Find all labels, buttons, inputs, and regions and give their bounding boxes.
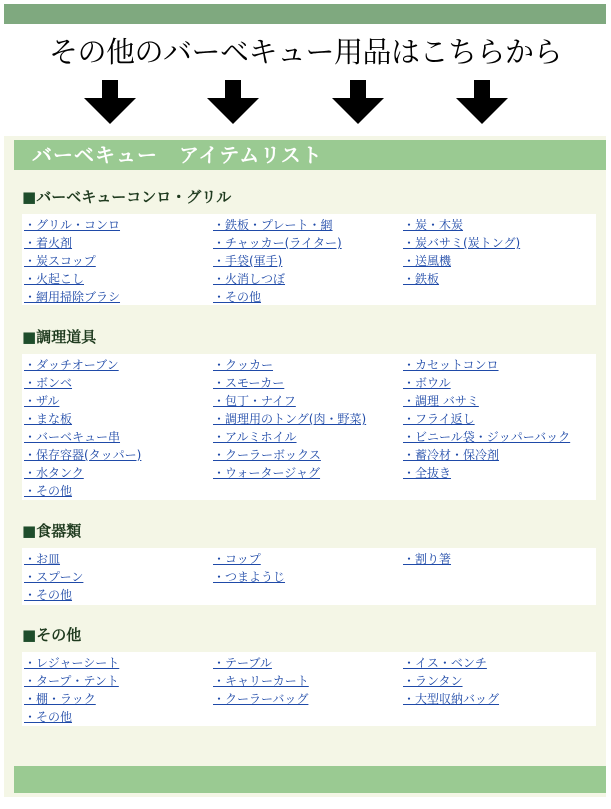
- section-title-text: バーベキューコンロ・グリル: [36, 188, 232, 206]
- item-link[interactable]: ・火起こし: [24, 272, 85, 286]
- item-link[interactable]: ・網用掃除ブラシ: [24, 290, 121, 304]
- item-link[interactable]: ・コップ: [213, 552, 261, 566]
- item-link[interactable]: ・つまようじ: [213, 570, 286, 584]
- section-title: ■その他: [22, 626, 82, 644]
- item-link[interactable]: ・その他: [24, 484, 73, 498]
- item-link[interactable]: ・大型収納バッグ: [403, 692, 500, 706]
- item-link[interactable]: ・レジャーシート: [24, 656, 120, 670]
- item-list-panel: [4, 136, 606, 797]
- item-link[interactable]: ・カセットコンロ: [403, 358, 499, 372]
- section-title-text: 食器類: [36, 522, 82, 540]
- item-link[interactable]: ・グリル・コンロ: [24, 218, 121, 232]
- item-link[interactable]: ・ボンベ: [24, 376, 73, 390]
- item-box: [22, 652, 596, 726]
- item-link[interactable]: ・タープ・テント: [24, 674, 119, 688]
- item-link[interactable]: ・その他: [24, 710, 73, 724]
- down-arrow-icon: [454, 80, 510, 124]
- item-link[interactable]: ・火消しつぼ: [213, 272, 286, 286]
- item-link[interactable]: ・まな板: [24, 412, 73, 426]
- item-link[interactable]: ・鉄板・プレート・網: [213, 218, 333, 232]
- item-link[interactable]: ・着火剤: [24, 236, 73, 250]
- item-link[interactable]: ・棚・ラック: [24, 692, 96, 706]
- item-link[interactable]: ・バーベキュー串: [24, 430, 121, 444]
- bottom-footer-bar: [14, 766, 606, 793]
- section-other: [22, 626, 596, 726]
- down-arrow-icon: [330, 80, 386, 124]
- item-link[interactable]: ・ウォータージャグ: [213, 466, 321, 480]
- top-banner-bar: [4, 4, 606, 24]
- item-link[interactable]: ・チャッカー(ライター): [213, 236, 342, 250]
- section-title-text: 調理道具: [36, 328, 97, 346]
- item-link[interactable]: ・フライ返し: [403, 412, 475, 426]
- item-link[interactable]: ・お皿: [24, 552, 61, 566]
- item-link[interactable]: ・ボウル: [403, 376, 451, 390]
- item-link[interactable]: ・スプーン: [24, 570, 84, 584]
- section-title-text: その他: [36, 626, 82, 644]
- item-link[interactable]: ・割り箸: [403, 552, 452, 566]
- item-link[interactable]: ・クーラーボックス: [213, 448, 321, 462]
- item-link[interactable]: ・蓄冷材・保冷剤: [403, 448, 500, 462]
- item-list-title: バーベキュー アイテムリスト: [32, 143, 323, 167]
- item-link[interactable]: ・クッカー: [213, 358, 274, 372]
- item-link[interactable]: ・調理用のトング(肉・野菜): [213, 412, 367, 426]
- item-link[interactable]: ・スモーカー: [213, 376, 285, 390]
- page-headline: その他のバーベキュー用品はこちらから: [48, 35, 562, 69]
- item-link[interactable]: ・ランタン: [403, 674, 463, 688]
- item-box: [22, 354, 596, 500]
- item-link[interactable]: ・その他: [24, 588, 73, 602]
- item-link[interactable]: ・炭バサミ(炭トング): [403, 236, 521, 250]
- item-link[interactable]: ・炭スコップ: [24, 254, 96, 268]
- item-link[interactable]: ・ザル: [24, 394, 60, 408]
- item-link[interactable]: ・イス・ベンチ: [403, 656, 487, 670]
- item-link[interactable]: ・水タンク: [24, 466, 84, 480]
- item-link[interactable]: ・アルミホイル: [213, 430, 297, 444]
- down-arrow-icon: [82, 80, 138, 124]
- item-link[interactable]: ・ビニール袋・ジッパーバック: [403, 430, 571, 444]
- section-grill: [22, 188, 596, 305]
- item-list-header: [14, 140, 606, 170]
- item-link[interactable]: ・調理 バサミ: [403, 394, 479, 408]
- item-box: [22, 548, 596, 605]
- item-link[interactable]: ・炭・木炭: [403, 218, 464, 232]
- item-link[interactable]: ・ダッチオーブン: [24, 358, 119, 372]
- item-link[interactable]: ・テーブル: [213, 656, 272, 670]
- down-arrow-icon: [205, 80, 261, 124]
- item-link[interactable]: ・クーラーバッグ: [213, 692, 309, 706]
- item-link[interactable]: ・包丁・ナイフ: [213, 394, 296, 408]
- item-link[interactable]: ・保存容器(タッパー): [24, 448, 142, 462]
- item-link[interactable]: ・手袋(軍手): [213, 254, 283, 268]
- section-title: ■食器類: [22, 522, 82, 540]
- item-link[interactable]: ・送風機: [403, 254, 452, 268]
- arrow-row: [0, 80, 611, 124]
- section-tableware: [22, 522, 596, 605]
- item-box: [22, 214, 596, 305]
- item-link[interactable]: ・全抜き: [403, 466, 452, 480]
- item-link[interactable]: ・その他: [213, 290, 262, 304]
- item-link[interactable]: ・鉄板: [403, 272, 440, 286]
- section-title: ■バーベキューコンロ・グリル: [22, 188, 232, 206]
- item-link[interactable]: ・キャリーカート: [213, 674, 309, 688]
- section-title: ■調理道具: [22, 328, 97, 346]
- section-cooking: [22, 328, 596, 500]
